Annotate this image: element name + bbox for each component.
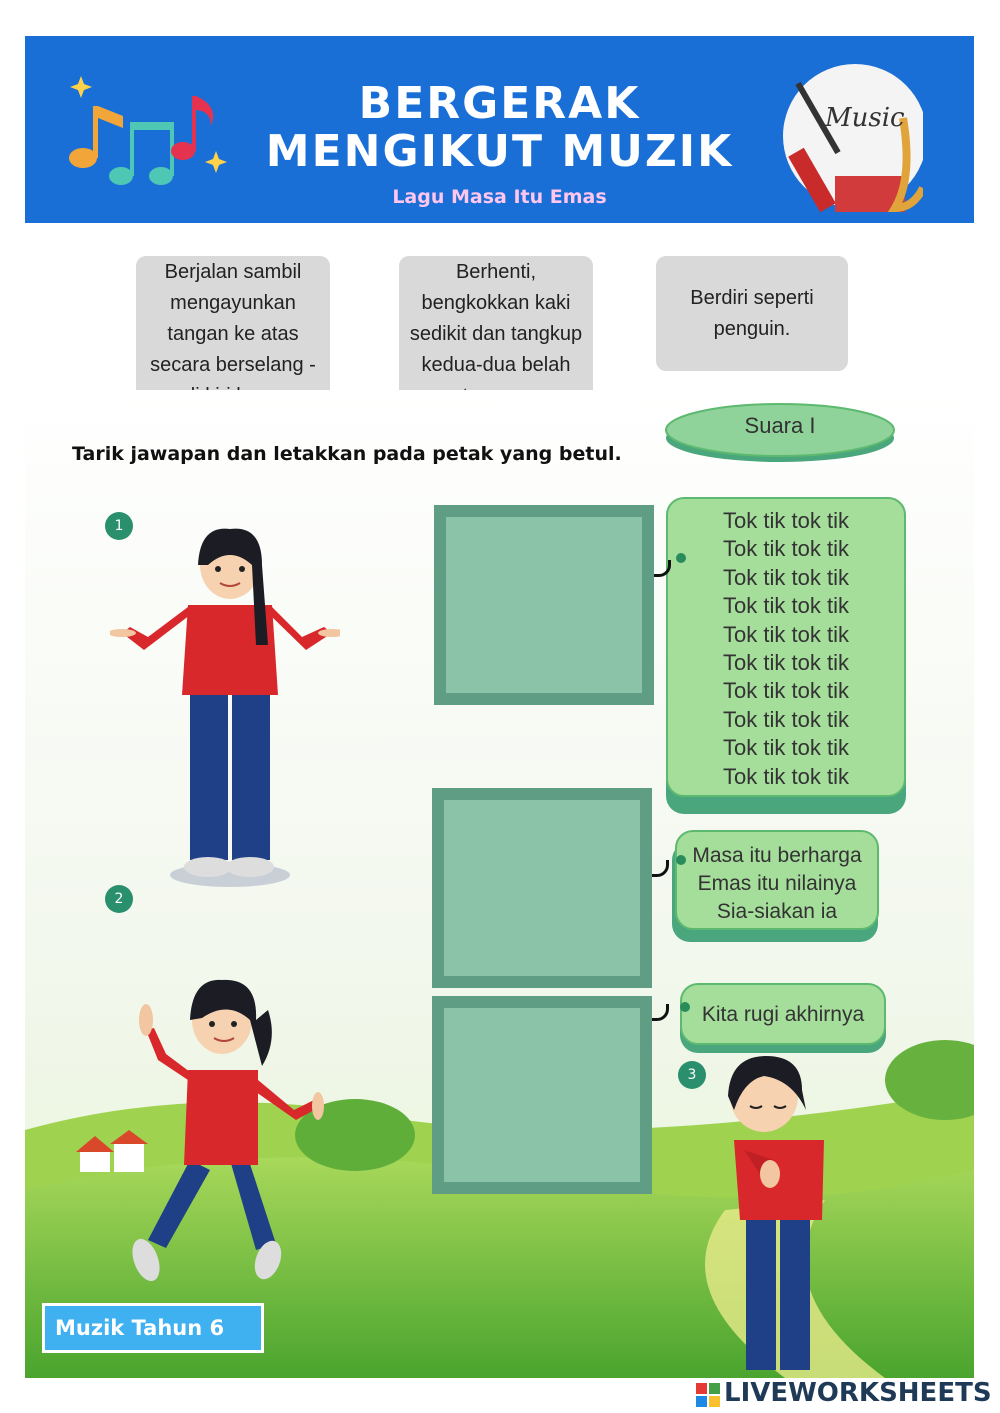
answer-drop-box-2[interactable] [432,788,652,988]
subject-tag: Muzik Tahun 6 [42,1303,264,1353]
option-card-text: Berdiri seperti penguin. [690,286,814,340]
music-logo-icon [763,58,923,223]
connector-dot-icon [676,553,686,563]
svg-text:Music: Music [825,103,905,133]
lyric-line: Tok tik tok tik [723,508,849,533]
drop-box-inner [446,517,642,693]
lyric-box-2 [675,830,879,930]
figure-number-1: 1 [105,512,133,540]
lyric-box-1 [666,497,906,797]
lyric-line: Tok tik tok tik [723,593,849,619]
page-title-line2: MENGIKUT MUZIK [265,126,734,177]
option-card-stop[interactable] [399,256,593,412]
option-card-penguin[interactable] [656,256,848,371]
girl-walking-illustration [118,970,328,1290]
drop-box-inner [444,800,640,976]
voice-label: Suara I [744,413,816,438]
lyric-line: Tok tik tok tik [723,621,849,647]
option-card-text: Berjalan sambil mengayunkan tangan ke atas secara berselang - [150,260,316,376]
lyric-line: Tok tik tok tik [723,678,849,704]
drop-box-inner [444,1008,640,1182]
connector-dot-icon [680,1002,690,1012]
figure-number-2: 2 [105,885,133,913]
option-card-walk[interactable] [136,256,330,412]
girl-bowing-illustration [704,1050,844,1380]
page-subtitle: Lagu Masa Itu Emas [392,186,607,208]
girl-standing-illustration [110,525,340,895]
lyric-line: Tok tik tok tik [723,650,849,676]
lyric-line: Kita rugi akhirnya [701,1003,865,1026]
lyric-line: Tok tik tok tik [723,763,849,789]
option-card-text: Berhenti, bengkokkan kaki sedikit dan tangkup kedua-dua belah [409,260,583,376]
answer-drop-box-3[interactable] [432,996,652,1194]
lyric-line: Sia-siakan ia [716,900,838,923]
liveworksheets-brand[interactable]: LIVEWORKSHEETS [724,1378,992,1408]
lyric-line: Tok tik tok tik [723,706,849,732]
lyric-line: Masa itu berharga [692,844,862,867]
lyric-line: Emas itu nilainya [697,872,857,895]
lyric-line: Tok tik tok tik [723,536,849,562]
lyric-line: Tok tik tok tik [723,735,849,761]
instruction-text: Tarik jawapan dan letakkan pada petak yang betul. [72,443,622,465]
connector-dot-icon [676,855,686,865]
figure-number-3: 3 [678,1061,706,1089]
lyric-line: Tok tik tok tik [723,564,849,590]
lyric-box-3 [680,983,886,1045]
liveworksheets-logo-icon [696,1383,720,1407]
answer-drop-box-1[interactable] [434,505,654,705]
page-title-line1: BERGERAK [358,78,641,129]
header-banner [25,36,974,223]
